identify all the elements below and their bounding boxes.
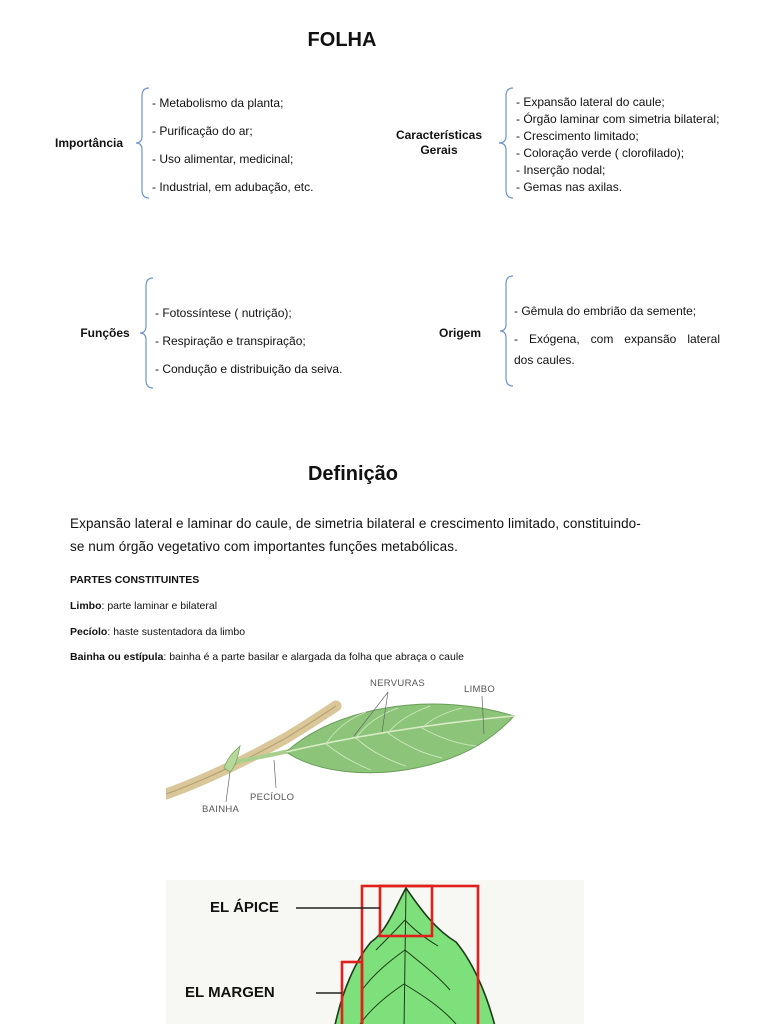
list-item: - Purificação do ar;	[152, 124, 253, 138]
bainha-label: BAINHA	[202, 804, 240, 815]
margen-label: EL MARGEN	[185, 984, 275, 1001]
list-item: - Coloração verde ( clorofilado);	[516, 146, 685, 160]
definicao-text	[70, 512, 710, 558]
caracteristicas-brace	[496, 86, 518, 202]
importancia-brace	[134, 86, 154, 202]
definicao-line-1: Expansão lateral e laminar do caule, de simetria bilateral e crescimento limitado, constituindo-	[70, 516, 641, 531]
list-item: - Uso alimentar, medicinal;	[152, 152, 294, 166]
parte-peciolo	[70, 626, 245, 638]
list-item: - Expansão lateral do caule;	[516, 95, 665, 109]
importancia-label: Importância	[54, 136, 123, 150]
caracteristicas-label-line2: Gerais	[420, 143, 458, 157]
peciolo-term: Pecíolo	[70, 626, 108, 638]
list-item: - Industrial, em adubação, etc.	[152, 180, 314, 194]
caracteristicas-label	[384, 128, 494, 158]
partes-heading: PARTES CONSTITUINTES	[70, 574, 200, 586]
list-item: - Fotossíntese ( nutrição);	[155, 306, 292, 320]
list-item: - Metabolismo da planta;	[152, 96, 284, 110]
origem-content	[514, 304, 720, 367]
list-item: - Respiração e transpiração;	[155, 334, 306, 348]
bainha-desc: : bainha é a parte basilar e alargada da folha que abraça o caule	[163, 651, 464, 663]
apice-label: EL ÁPICE	[210, 899, 279, 916]
leaf-figure	[166, 676, 516, 822]
bainha-term: Bainha ou estípula	[70, 651, 164, 663]
origem-item-2-line1: - Exógena, com expansão lateral	[514, 332, 720, 346]
leaf-parts-diagram	[166, 880, 584, 1024]
page-title: FOLHA	[307, 29, 377, 51]
origem-item-2-line2: dos caules.	[514, 353, 575, 367]
origem-item-1: - Gêmula do embrião da semente;	[514, 304, 697, 318]
parte-limbo	[70, 600, 217, 612]
caracteristicas-list	[516, 94, 719, 196]
funcoes-list	[155, 306, 342, 376]
list-item: - Órgão laminar com simetria bilateral;	[516, 112, 720, 126]
definicao-line-2: se num órgão vegetativo com importantes funções metabólicas.	[70, 539, 458, 554]
caracteristicas-label-line1: Características	[395, 128, 483, 142]
definicao-heading: Definição	[307, 463, 399, 485]
nervuras-label: NERVURAS	[370, 678, 426, 689]
limbo-term: Limbo	[70, 600, 102, 612]
limbo-label: LIMBO	[464, 684, 496, 695]
parte-bainha	[70, 651, 464, 663]
importancia-list	[152, 96, 313, 194]
leaf-illustration	[166, 676, 516, 822]
list-item: - Crescimento limitado;	[516, 129, 639, 143]
funcoes-label: Funções	[80, 326, 130, 340]
peciolo-desc: : haste sustentadora da limbo	[107, 626, 246, 638]
peciolo-label: PECÍOLO	[250, 792, 295, 803]
limbo-desc: : parte laminar e bilateral	[101, 600, 218, 612]
list-item: - Condução e distribuição da seiva.	[155, 362, 343, 376]
origem-label: Origem	[438, 326, 481, 340]
list-item: - Inserção nodal;	[516, 163, 606, 177]
list-item: - Gemas nas axilas.	[516, 180, 623, 194]
